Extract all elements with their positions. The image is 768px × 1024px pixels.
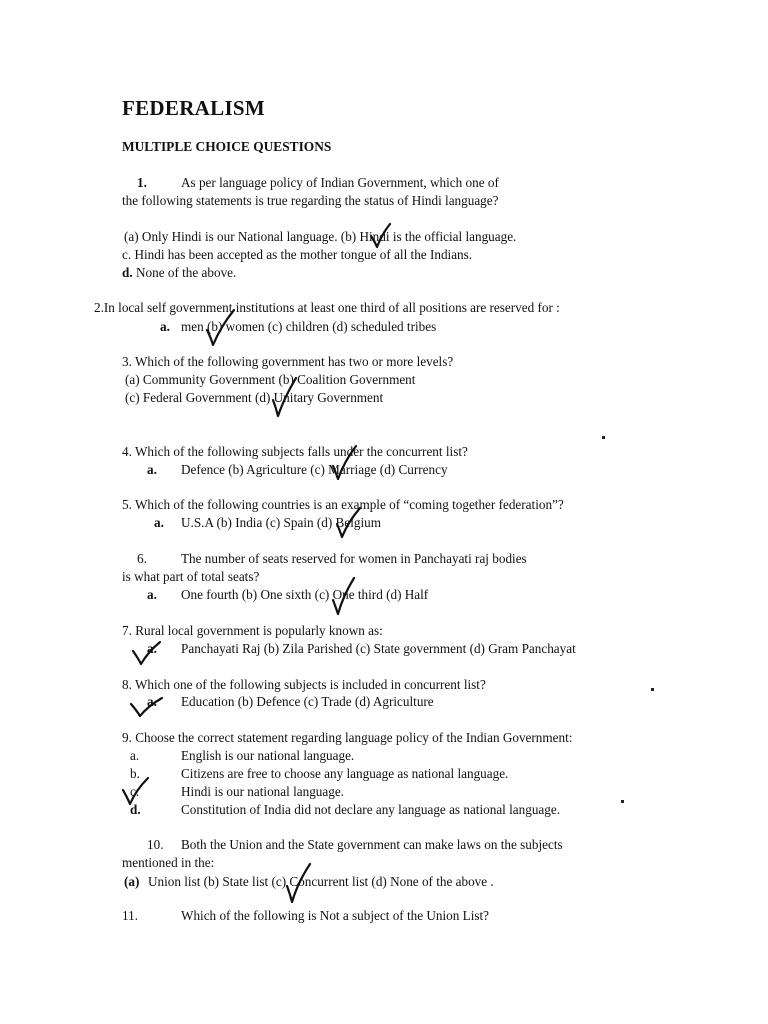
checkmark-icon <box>284 862 312 904</box>
stray-mark <box>602 436 605 439</box>
checkmark-icon <box>368 222 392 250</box>
question-9-option-c: Hindi is our national language. <box>181 784 344 799</box>
question-3-text: 3. Which of the following government has two or more levels? <box>122 354 454 369</box>
stray-mark <box>621 800 624 803</box>
checkmark-icon <box>130 638 162 666</box>
question-5-option-label: a. <box>154 515 164 530</box>
question-8-options: Education (b) Defence (c) Trade (d) Agriculture <box>181 694 434 709</box>
question-7-text: 7. Rural local government is popularly known as: <box>122 623 383 638</box>
question-9-text: 9. Choose the correct statement regarding language policy of the Indian Government: <box>122 730 573 745</box>
question-5-options: U.S.A (b) India (c) Spain (d) Belgium <box>181 515 381 530</box>
document-title: FEDERALISM <box>122 96 266 120</box>
question-6-line-1: The number of seats reserved for women in Panchayati raj bodies <box>181 551 527 566</box>
section-heading: MULTIPLE CHOICE QUESTIONS <box>122 139 332 154</box>
question-1-option-d-label: d. <box>122 265 133 280</box>
checkmark-icon <box>334 506 362 540</box>
stray-mark <box>651 688 654 691</box>
question-6-number: 6. <box>137 551 147 566</box>
question-10-line-1: Both the Union and the State government can make laws on the subjects <box>181 837 563 852</box>
question-1-number: 1. <box>137 175 147 190</box>
question-6-option-label: a. <box>147 587 157 602</box>
question-9-option-b: Citizens are free to choose any language as national language. <box>181 766 509 781</box>
checkmark-icon <box>330 576 356 616</box>
checkmark-icon <box>330 444 358 482</box>
question-10-number: 10. <box>147 837 164 852</box>
question-4-options: Defence (b) Agriculture (c) Marriage (d) Currency <box>181 462 448 477</box>
checkmark-icon <box>120 776 150 806</box>
question-10-line-2: mentioned in the: <box>122 855 215 870</box>
question-2-options: men (b) women (c) children (d) scheduled tribes <box>181 319 437 334</box>
question-11-text: Which of the following is Not a subject of the Union List? <box>181 908 490 923</box>
question-1-option-d: None of the above. <box>136 265 237 280</box>
question-11-number: 11. <box>122 908 138 923</box>
question-3-options-ab: (a) Community Government (b) Coalition Government <box>125 372 416 387</box>
question-9-option-a-label: a. <box>130 748 140 763</box>
checkmark-icon <box>204 308 236 348</box>
question-10-options: Union list (b) State list (c) Concurrent list (d) None of the above . <box>148 874 494 889</box>
question-1-line-1: As per language policy of Indian Government, which one of <box>181 175 499 190</box>
question-1-line-2: the following statements is true regarding the status of Hindi language? <box>122 193 499 208</box>
question-7-option-label: a. <box>147 641 157 656</box>
question-1-options-ab: (a) Only Hindi is our National language. (b) Hindi is the official language. <box>124 229 517 244</box>
question-8-text: 8. Which one of the following subjects is included in concurrent list? <box>122 677 486 692</box>
question-5-text: 5. Which of the following countries is an example of “coming together federation”? <box>122 497 564 512</box>
question-9-option-a: English is our national language. <box>181 748 355 763</box>
checkmark-icon <box>270 376 298 418</box>
checkmark-icon <box>128 694 164 718</box>
question-2-option-label: a. <box>160 319 170 334</box>
question-6-line-2: is what part of total seats? <box>122 569 260 584</box>
question-10-option-label: (a) <box>124 874 140 889</box>
question-4-option-label: a. <box>147 462 157 477</box>
question-9-option-b-label: b. <box>130 766 140 781</box>
question-3-options-cd: (c) Federal Government (d) Unitary Government <box>125 390 384 405</box>
question-2-text: 2.In local self government institutions at least one third of all positions are reserved for : <box>94 300 560 315</box>
question-7-options: Panchayati Raj (b) Zila Parished (c) State government (d) Gram Panchayat <box>181 641 576 656</box>
question-9-option-c-label: c. <box>130 784 140 799</box>
question-9-option-d-label: d. <box>130 802 141 817</box>
question-1-option-c: c. Hindi has been accepted as the mother tongue of all the Indians. <box>122 247 473 262</box>
question-6-options: One fourth (b) One sixth (c) One third (d) Half <box>181 587 429 602</box>
question-9-option-d: Constitution of India did not declare any language as national language. <box>181 802 561 817</box>
question-4-text: 4. Which of the following subjects falls under the concurrent list? <box>122 444 468 459</box>
question-8-option-label: a. <box>147 694 157 709</box>
